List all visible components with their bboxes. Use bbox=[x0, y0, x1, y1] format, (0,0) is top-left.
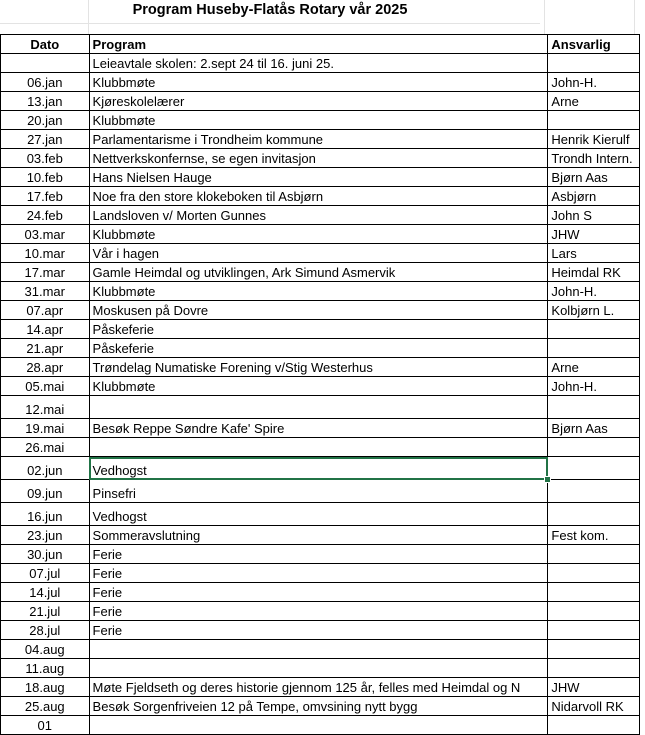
table-row bbox=[1, 716, 640, 735]
responsible-cell[interactable]: Trondh Intern. bbox=[548, 149, 640, 168]
responsible-cell[interactable] bbox=[548, 320, 640, 339]
program-cell[interactable]: Ferie bbox=[89, 602, 548, 621]
responsible-cell[interactable]: Lars bbox=[548, 244, 640, 263]
program-cell[interactable]: Landsloven v/ Morten Gunnes bbox=[89, 206, 548, 225]
program-cell[interactable]: Ferie bbox=[89, 545, 548, 564]
program-cell[interactable]: Klubbmøte bbox=[89, 111, 548, 130]
responsible-cell[interactable]: Fest kom. bbox=[548, 526, 640, 545]
responsible-cell[interactable]: Heimdal RK bbox=[548, 263, 640, 282]
header-date[interactable]: Dato bbox=[1, 35, 90, 54]
table-row bbox=[1, 564, 640, 583]
header-row bbox=[1, 35, 640, 54]
responsible-cell[interactable]: Henrik Kierulf bbox=[548, 130, 640, 149]
program-cell[interactable] bbox=[89, 396, 548, 419]
program-cell[interactable] bbox=[89, 716, 548, 735]
date-cell[interactable]: 19.mai bbox=[1, 419, 90, 438]
table-row bbox=[1, 602, 640, 621]
table-row bbox=[1, 396, 640, 419]
program-table bbox=[0, 34, 640, 735]
responsible-cell[interactable] bbox=[548, 716, 640, 735]
program-cell[interactable]: Kjøreskolelærer bbox=[89, 92, 548, 111]
date-cell[interactable]: 30.jun bbox=[1, 545, 90, 564]
date-cell[interactable]: 26.mai bbox=[1, 438, 90, 457]
table-row bbox=[1, 526, 640, 545]
date-cell[interactable]: 23.jun bbox=[1, 526, 90, 545]
table-row bbox=[1, 130, 640, 149]
program-cell[interactable]: Moskusen på Dovre bbox=[89, 301, 548, 320]
program-cell[interactable] bbox=[89, 438, 548, 457]
table-row bbox=[1, 457, 640, 480]
responsible-cell[interactable]: John-H. bbox=[548, 73, 640, 92]
responsible-cell[interactable]: Arne bbox=[548, 358, 640, 377]
program-cell[interactable]: Vedhogst bbox=[89, 503, 548, 526]
program-cell[interactable] bbox=[89, 640, 548, 659]
responsible-cell[interactable] bbox=[548, 438, 640, 457]
program-cell[interactable]: Møte Fjeldseth og deres historie gjennom 125 år, felles med Heimdal og N bbox=[89, 678, 548, 697]
responsible-cell[interactable]: Bjørn Aas bbox=[548, 168, 640, 187]
date-cell[interactable]: 03.feb bbox=[1, 149, 90, 168]
program-cell[interactable]: Vedhogst bbox=[89, 457, 548, 480]
date-cell[interactable]: 21.apr bbox=[1, 339, 90, 358]
program-cell[interactable]: Klubbmøte bbox=[89, 225, 548, 244]
responsible-cell[interactable] bbox=[548, 480, 640, 503]
date-cell[interactable]: 14.apr bbox=[1, 320, 90, 339]
program-cell[interactable]: Påskeferie bbox=[89, 339, 548, 358]
program-cell[interactable]: Ferie bbox=[89, 564, 548, 583]
table-row bbox=[1, 659, 640, 678]
date-cell[interactable]: 07.jul bbox=[1, 564, 90, 583]
responsible-cell[interactable]: Asbjørn bbox=[548, 187, 640, 206]
date-cell[interactable]: 12.mai bbox=[1, 396, 90, 419]
date-cell[interactable]: 28.jul bbox=[1, 621, 90, 640]
date-cell[interactable]: 04.aug bbox=[1, 640, 90, 659]
program-cell[interactable]: Gamle Heimdal og utviklingen, Ark Simund Asmervik bbox=[89, 263, 548, 282]
table-row bbox=[1, 168, 640, 187]
program-cell[interactable]: Sommeravslutning bbox=[89, 526, 548, 545]
responsible-cell[interactable]: John-H. bbox=[548, 377, 640, 396]
responsible-cell[interactable] bbox=[548, 396, 640, 419]
program-cell[interactable]: Parlamentarisme i Trondheim kommune bbox=[89, 130, 548, 149]
program-cell[interactable]: Klubbmøte bbox=[89, 377, 548, 396]
responsible-cell[interactable]: John S bbox=[548, 206, 640, 225]
table-row bbox=[1, 282, 640, 301]
table-row bbox=[1, 640, 640, 659]
program-cell[interactable]: Påskeferie bbox=[89, 320, 548, 339]
table-row bbox=[1, 358, 640, 377]
table-row bbox=[1, 111, 640, 130]
table-row bbox=[1, 438, 640, 457]
program-cell[interactable]: Vår i hagen bbox=[89, 244, 548, 263]
responsible-cell[interactable] bbox=[548, 564, 640, 583]
date-cell[interactable] bbox=[1, 54, 90, 73]
responsible-cell[interactable] bbox=[548, 583, 640, 602]
program-cell[interactable]: Pinsefri bbox=[89, 480, 548, 503]
date-cell[interactable]: 17.feb bbox=[1, 187, 90, 206]
date-cell[interactable]: 28.apr bbox=[1, 358, 90, 377]
responsible-cell[interactable]: Nidarvoll RK bbox=[548, 697, 640, 716]
program-cell[interactable]: Besøk Sorgenfriveien 12 på Tempe, omvsining nytt bygg bbox=[89, 697, 548, 716]
date-cell[interactable]: 07.apr bbox=[1, 301, 90, 320]
table-row bbox=[1, 583, 640, 602]
table-row bbox=[1, 187, 640, 206]
program-cell[interactable]: Trøndelag Numatiske Forening v/Stig Westerhus bbox=[89, 358, 548, 377]
date-cell[interactable]: 20.jan bbox=[1, 111, 90, 130]
table-row bbox=[1, 263, 640, 282]
responsible-cell[interactable]: JHW bbox=[548, 678, 640, 697]
responsible-cell[interactable]: John-H. bbox=[548, 282, 640, 301]
date-cell[interactable]: 27.jan bbox=[1, 130, 90, 149]
date-cell[interactable]: 03.mar bbox=[1, 225, 90, 244]
table-row bbox=[1, 545, 640, 564]
responsible-cell[interactable]: Arne bbox=[548, 92, 640, 111]
date-cell[interactable]: 21.jul bbox=[1, 602, 90, 621]
date-cell[interactable]: 24.feb bbox=[1, 206, 90, 225]
sheet-title[interactable]: Program Huseby-Flatås Rotary vår 2025 bbox=[0, 0, 540, 24]
table-row bbox=[1, 206, 640, 225]
gridline bbox=[634, 0, 635, 34]
responsible-cell[interactable] bbox=[548, 640, 640, 659]
date-cell[interactable]: 05.mai bbox=[1, 377, 90, 396]
header-program[interactable]: Program bbox=[89, 35, 548, 54]
program-cell[interactable] bbox=[89, 659, 548, 678]
date-cell[interactable]: 01 bbox=[1, 716, 90, 735]
responsible-cell[interactable] bbox=[548, 602, 640, 621]
date-cell[interactable]: 18.aug bbox=[1, 678, 90, 697]
table-row bbox=[1, 149, 640, 168]
table-row bbox=[1, 225, 640, 244]
date-cell[interactable]: 31.mar bbox=[1, 282, 90, 301]
responsible-cell[interactable]: Bjørn Aas bbox=[548, 419, 640, 438]
responsible-cell[interactable] bbox=[548, 659, 640, 678]
date-cell[interactable]: 17.mar bbox=[1, 263, 90, 282]
table-row bbox=[1, 419, 640, 438]
responsible-cell[interactable] bbox=[548, 503, 640, 526]
program-cell[interactable]: Ferie bbox=[89, 583, 548, 602]
date-cell[interactable]: 10.feb bbox=[1, 168, 90, 187]
date-cell[interactable]: 09.jun bbox=[1, 480, 90, 503]
program-cell[interactable]: Klubbmøte bbox=[89, 73, 548, 92]
responsible-cell[interactable] bbox=[548, 111, 640, 130]
program-cell[interactable]: Leieavtale skolen: 2.sept 24 til 16. juni 25. bbox=[89, 54, 548, 73]
date-cell[interactable]: 16.jun bbox=[1, 503, 90, 526]
date-cell[interactable]: 02.jun bbox=[1, 457, 90, 480]
program-cell[interactable]: Klubbmøte bbox=[89, 282, 548, 301]
header-responsible[interactable]: Ansvarlig bbox=[548, 35, 640, 54]
date-cell[interactable]: 06.jan bbox=[1, 73, 90, 92]
date-cell[interactable]: 25.aug bbox=[1, 697, 90, 716]
date-cell[interactable]: 14.jul bbox=[1, 583, 90, 602]
date-cell[interactable]: 13.jan bbox=[1, 92, 90, 111]
responsible-cell[interactable] bbox=[548, 457, 640, 480]
table-row bbox=[1, 621, 640, 640]
responsible-cell[interactable] bbox=[548, 54, 640, 73]
table-row bbox=[1, 377, 640, 396]
table-row bbox=[1, 92, 640, 111]
gridline bbox=[544, 0, 545, 34]
table-row bbox=[1, 54, 640, 73]
responsible-cell[interactable] bbox=[548, 339, 640, 358]
program-cell[interactable]: Ferie bbox=[89, 621, 548, 640]
table-row bbox=[1, 503, 640, 526]
table-row bbox=[1, 320, 640, 339]
date-cell[interactable]: 10.mar bbox=[1, 244, 90, 263]
table-row bbox=[1, 339, 640, 358]
responsible-cell[interactable] bbox=[548, 621, 640, 640]
table-row bbox=[1, 73, 640, 92]
responsible-cell[interactable] bbox=[548, 545, 640, 564]
program-cell[interactable]: Besøk Reppe Søndre Kafe' Spire bbox=[89, 419, 548, 438]
responsible-cell[interactable]: JHW bbox=[548, 225, 640, 244]
table-row bbox=[1, 244, 640, 263]
table-row bbox=[1, 301, 640, 320]
program-cell[interactable]: Nettverkskonfernse, se egen invitasjon bbox=[89, 149, 548, 168]
table-row bbox=[1, 697, 640, 716]
date-cell[interactable]: 11.aug bbox=[1, 659, 90, 678]
program-cell[interactable]: Hans Nielsen Hauge bbox=[89, 168, 548, 187]
program-cell[interactable]: Noe fra den store klokeboken til Asbjørn bbox=[89, 187, 548, 206]
table-row bbox=[1, 678, 640, 697]
responsible-cell[interactable]: Kolbjørn L. bbox=[548, 301, 640, 320]
